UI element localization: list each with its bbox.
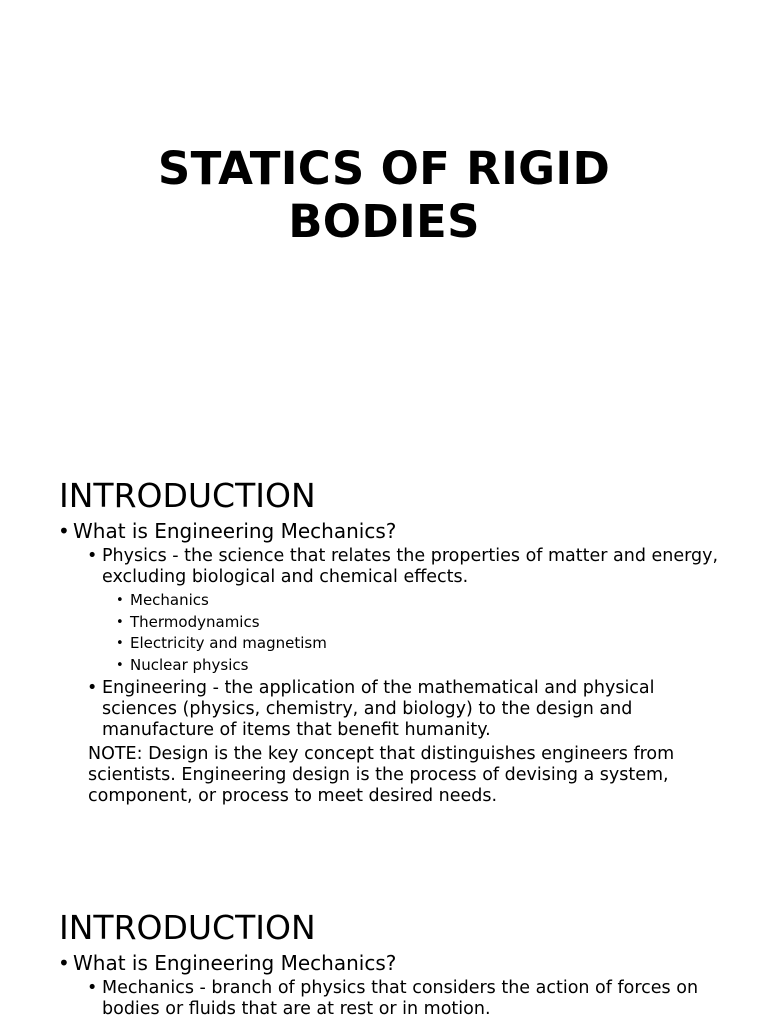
bullet-dot-icon: • xyxy=(58,519,70,543)
slide-heading: INTRODUCTION xyxy=(59,908,316,947)
bullet-dot-icon: • xyxy=(87,546,98,566)
bullet-dot-icon: • xyxy=(87,678,98,698)
sub-bullet-group xyxy=(0,590,768,676)
slide-heading: INTRODUCTION xyxy=(59,476,316,515)
bullet-level3 xyxy=(0,655,768,677)
introduction-slide-1 xyxy=(0,432,768,864)
bullet-text: Engineering - the application of the mathematical and physical sciences (physics, chemistry, and biology) to the design and manufacture of items that benefit humanity. xyxy=(102,678,655,740)
bullet-text: Thermodynamics xyxy=(130,612,260,631)
slide-title-line-1: STATICS OF RIGID xyxy=(157,142,611,196)
bullet-dot-icon: • xyxy=(87,978,98,998)
bullet-dot-icon: • xyxy=(116,657,124,673)
bullet-dot-icon: • xyxy=(116,593,124,608)
bullet-text: Mechanics - branch of physics that considers the action of forces on bodies or fluids that are at rest or in motion. xyxy=(102,978,699,1019)
bullet-level1 xyxy=(0,517,768,545)
bullet-dot-icon: • xyxy=(58,951,70,975)
bullet-level2-physics xyxy=(0,546,768,588)
bullet-level3 xyxy=(0,633,768,655)
bullet-text: Mechanics xyxy=(130,591,209,609)
bullet-text: What is Engineering Mechanics? xyxy=(73,951,397,975)
bullet-level3 xyxy=(0,612,768,634)
slide-title-line-2: BODIES xyxy=(288,195,480,249)
title-slide xyxy=(0,0,768,432)
bullet-level2-mechanics xyxy=(0,978,768,1020)
bullet-text: Electricity and magnetism xyxy=(130,634,327,652)
slide-title xyxy=(0,142,768,248)
bullet-list xyxy=(0,517,768,807)
bullet-text: Physics - the science that relates the properties of matter and energy, excluding biological and chemical effects. xyxy=(102,546,719,587)
bullet-dot-icon: • xyxy=(116,636,124,651)
bullet-dot-icon: • xyxy=(116,614,124,630)
bullet-level2-engineering xyxy=(0,678,768,741)
bullet-text: Nuclear physics xyxy=(130,655,249,674)
bullet-level1 xyxy=(0,949,768,977)
design-note: NOTE: Design is the key concept that distinguishes engineers from scientists. Engineering design is the process of devising a system, component, or process to meet desired needs. xyxy=(88,744,675,806)
bullet-text: What is Engineering Mechanics? xyxy=(73,519,397,543)
introduction-slide-2 xyxy=(0,864,768,1024)
bullet-level3 xyxy=(0,590,768,612)
bullet-list xyxy=(0,949,768,1020)
